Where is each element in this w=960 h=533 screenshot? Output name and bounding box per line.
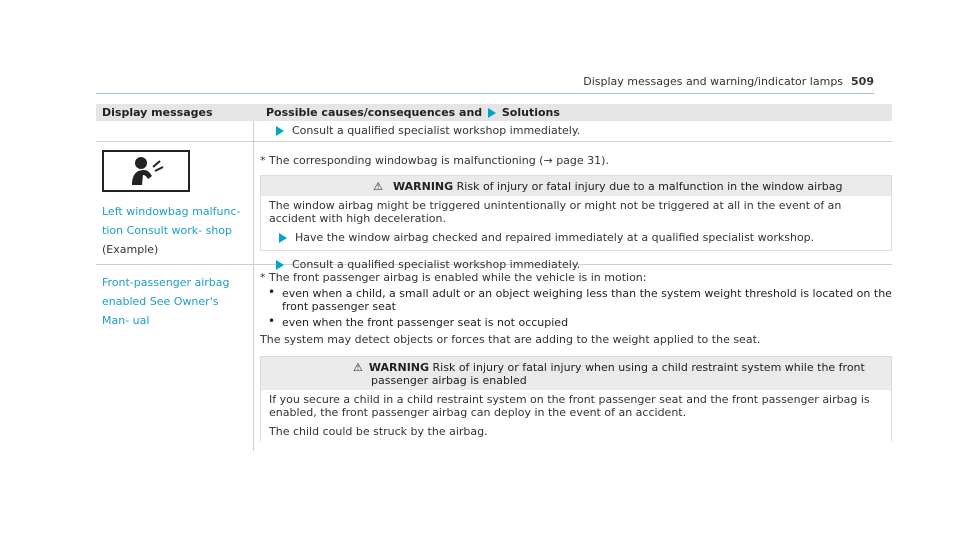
solution-arrow-icon (279, 233, 287, 243)
note-text: The system may detect objects or forces that are adding to the weight applied to the seat. (260, 333, 761, 346)
solution-arrow-icon (276, 126, 284, 136)
list-item: • even when a child, a small adult or an object weighing less than the system weight threshold is located on the front passenger seat (282, 287, 892, 313)
solution-arrow-icon (488, 108, 496, 118)
table-row (96, 121, 892, 142)
warning-triangle-icon: ⚠ (373, 180, 383, 193)
message-front-passenger-airbag[interactable]: Front-passenger airbag enabled See Owner's Man- ual (102, 276, 230, 327)
warning-label: WARNING (368, 361, 430, 374)
seated-occupant-airbag-icon (102, 150, 190, 192)
cause-text: * The front passenger airbag is enabled while the vehicle is in motion: (260, 271, 647, 284)
header-rule (96, 93, 874, 94)
list-item: • even when the front passenger seat is not occupied (282, 316, 892, 329)
message-left-windowbag[interactable]: Left windowbag malfunc- tion Consult work- shop (102, 205, 241, 237)
header-display-messages: Display messages (102, 106, 213, 119)
running-head (583, 75, 874, 88)
warning-action: Have the window airbag checked and repaired immediately at a qualified specialist workshop. (261, 228, 891, 250)
running-head-title: Display messages and warning/indicator lamps (583, 75, 844, 88)
header-causes-solutions (254, 106, 892, 119)
warning-triangle-icon: ⚠ (353, 361, 363, 374)
warning-text: The child could be struck by the airbag. (269, 425, 488, 438)
cause-list (260, 287, 892, 329)
table-row (96, 142, 892, 271)
warning-text: If you secure a child in a child restraint system on the front passenger seat and the front passenger airbag is enabled, the front passenger airbag can deploy in the event of an accident. (269, 393, 870, 419)
header-solutions-label: Solutions (501, 106, 560, 119)
warning-box (260, 356, 892, 441)
message-example-label: (Example) (102, 243, 159, 256)
warning-title: Risk of injury or fatal injury due to a malfunction in the window airbag (456, 180, 843, 193)
solution-step: Consult a qualified specialist workshop immediately. (274, 124, 892, 138)
table-row (96, 265, 892, 451)
table-header (96, 104, 892, 121)
warning-label: WARNING (393, 180, 454, 193)
page-number: 509 (851, 75, 874, 88)
warning-title: Risk of injury or fatal injury when using a child restraint system while the front passenger airbag is enabled (371, 361, 865, 387)
cause-text: * The corresponding windowbag is malfunctioning (→ page 31). (260, 154, 609, 167)
solution-step: Consult a qualified specialist workshop immediately. (260, 258, 892, 272)
display-messages-table (96, 104, 892, 451)
warning-text: The window airbag might be triggered unintentionally or might not be triggered at all in the event of an accident with high deceleration. (269, 199, 842, 225)
warning-box (260, 175, 892, 251)
header-causes-label: Possible causes/consequences and (266, 106, 483, 119)
